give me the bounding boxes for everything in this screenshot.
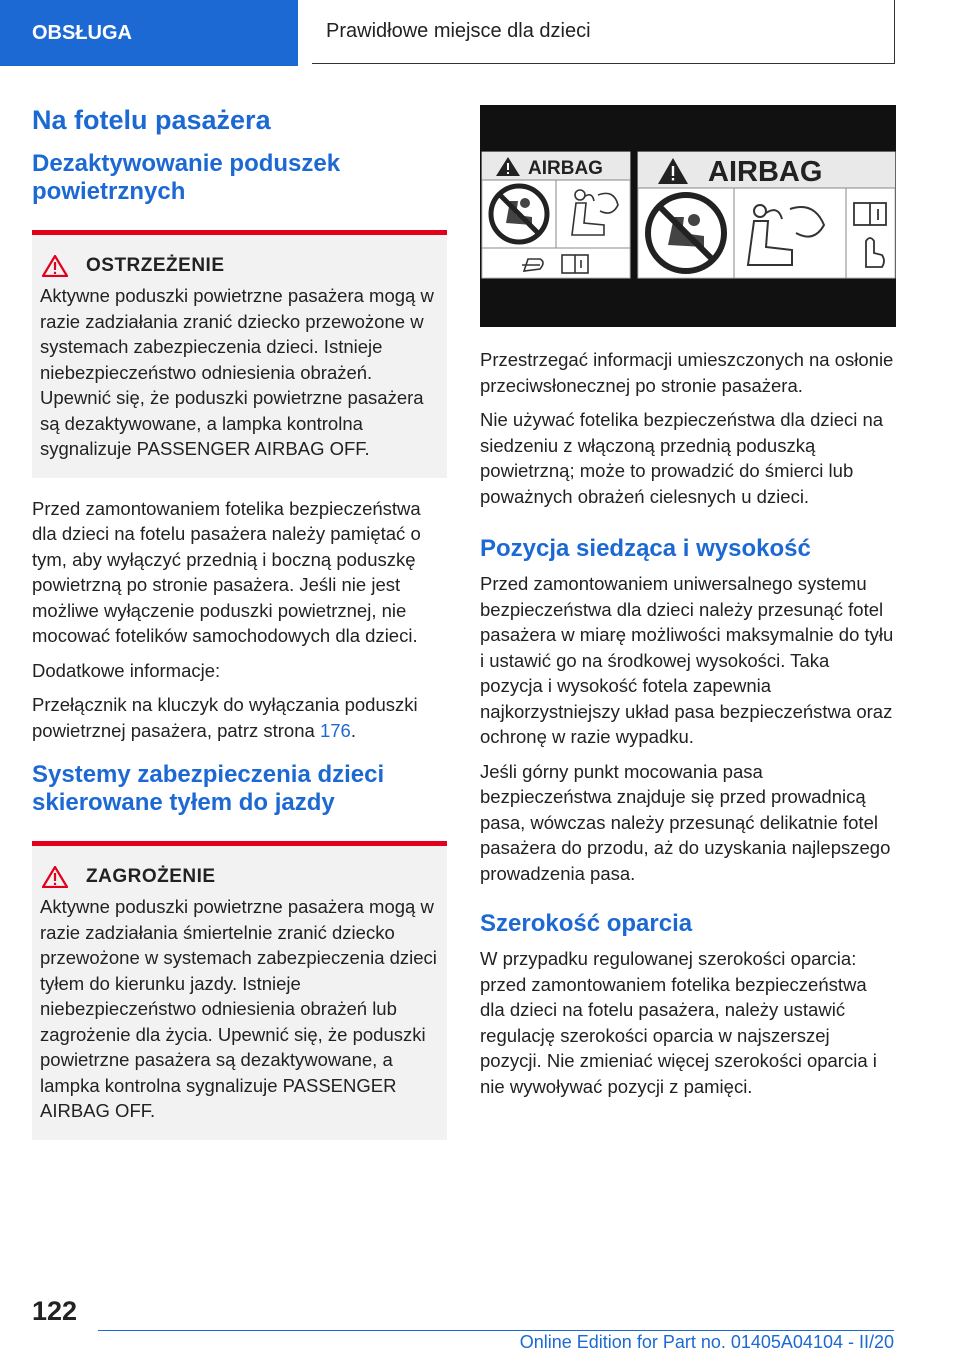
paragraph-sun-visor: Przestrzegać informacji umieszczonych na osłonie przeciwsłonecznej po stronie pasażera. [480, 349, 894, 396]
key-switch-end: . [350, 719, 356, 741]
page-header [0, 0, 960, 66]
heading-rear-facing: Systemy zabezpieczenia dzieci skierowane tyłem do jazdy [32, 761, 385, 816]
danger-title: ZAGROŻENIE [86, 866, 216, 887]
heading-backrest-width: Szerokość oparcia [480, 910, 693, 937]
paragraph-key-switch [32, 692, 447, 743]
right-column [480, 105, 896, 1108]
left-column [32, 96, 447, 1158]
heading-deactivate-airbags: Dezaktywowanie poduszek powietrznych [32, 150, 341, 205]
key-switch-text: Przełącznik na kluczyk do wyłączania poduszki powietrznej pasażera, patrz strona [32, 694, 418, 741]
warning-box [32, 230, 447, 478]
page-number: 122 [32, 1296, 78, 1326]
footer-edition: Online Edition for Part no. 01405A04104 - II/20 [519, 1332, 894, 1352]
airbag-label-large: AIRBAG [708, 156, 823, 188]
warning-triangle-icon [42, 255, 68, 277]
no-child-seat-icon [491, 186, 547, 242]
footer-divider [98, 1330, 894, 1331]
paragraph-seat-position: Przed zamontowaniem uniwersalnego systemu bezpieczeństwa dla dzieci należy przesunąć fotel pasażera w miarę możliwości maksymalnie do tyłu i ustawić go na środkowej wysokości. Taka pozycja i wysokość fotela zapewnia najkorzystniejszy układ pasa bezpieczeństwa oraz ochronę w razie wypadku. [480, 573, 894, 747]
airbag-label-illustration [480, 105, 896, 327]
danger-header [40, 866, 439, 888]
danger-text: Aktywne poduszki powietrzne pasażera mogą w razie zadziałania śmiertelnie zranić dziecko przewożone w systemach zabezpieczenia dzieci tyłem do kierunku jazdy. Istnieje niebezpieczeństwo odniesienia obrażeń lub zagrożenie dla życia. Upewnić się, że poduszki powietrzne pasażera są dezaktywowane, a lampka kontrolna sygnalizuje PASSENGER AIRBAG OFF. [40, 896, 437, 1121]
danger-box [32, 841, 447, 1140]
heading-seat-position: Pozycja siedząca i wysokość [480, 535, 811, 562]
airbag-label-figure [480, 105, 896, 327]
warning-text: Aktywne poduszki powietrzne pasażera mogą w razie zadziałania zranić dziecko przewożone w systemach zabezpieczenia dzieci. Istnieje niebezpieczeństwo odniesienia obrażeń. Upewnić się, że poduszki powietrzne pasażera są dezaktywowane, a lampka kontrolna sygnalizuje PASSENGER AIRBAG OFF. [40, 285, 434, 459]
heading-passenger-seat: Na fotelu pasażera [32, 105, 271, 135]
paragraph-before-mounting: Przed zamontowaniem fotelika bezpieczeństwa dla dzieci na fotelu pasażera należy pamiętać o tym, aby wyłączyć przednią i boczną poduszkę powietrzną po stronie pasażera. Jeśli nie jest możliwe wyłączenie poduszki powietrznej, nie mocować fotelików samochodowych dla dzieci. [32, 497, 421, 646]
warning-title: OSTRZEŻENIE [86, 255, 225, 276]
warning-triangle-icon [42, 866, 68, 888]
chapter-title: Prawidłowe miejsce dla dzieci [312, 0, 895, 64]
paragraph-backrest-width: W przypadku regulowanej szerokości oparcia: przed zamontowaniem fotelika bezpieczeństwa dla dzieci na fotelu pasażera, należy ustawić regulację szerokości oparcia w najszerszej pozycji. Nie zmieniać więcej szerokości oparcia i nie wywoływać pozycji z pamięci. [480, 948, 877, 1097]
paragraph-additional-info: Dodatkowe informacje: [32, 659, 221, 681]
paragraph-do-not-use: Nie używać fotelika bezpieczeństwa dla dzieci na siedzeniu z włączoną przednią poduszką powietrzną; może to prowadzić do śmierci lub poważnych obrażeń cielesnych u dzieci. [480, 409, 884, 507]
paragraph-belt-anchor: Jeśli górny punkt mocowania pasa bezpieczeństwa znajduje się przed prowadnicą pasa, wówczas należy przesunąć delikatnie fotel pasażera do przodu, aż do uzyskania najlepszego prowadzenia pasa. [480, 760, 891, 884]
page-reference-link[interactable]: 176 [319, 719, 351, 741]
no-child-seat-icon [648, 195, 724, 271]
section-tab: OBSŁUGA [0, 0, 298, 66]
airbag-label-small: AIRBAG [528, 158, 603, 179]
warning-header [40, 255, 439, 277]
